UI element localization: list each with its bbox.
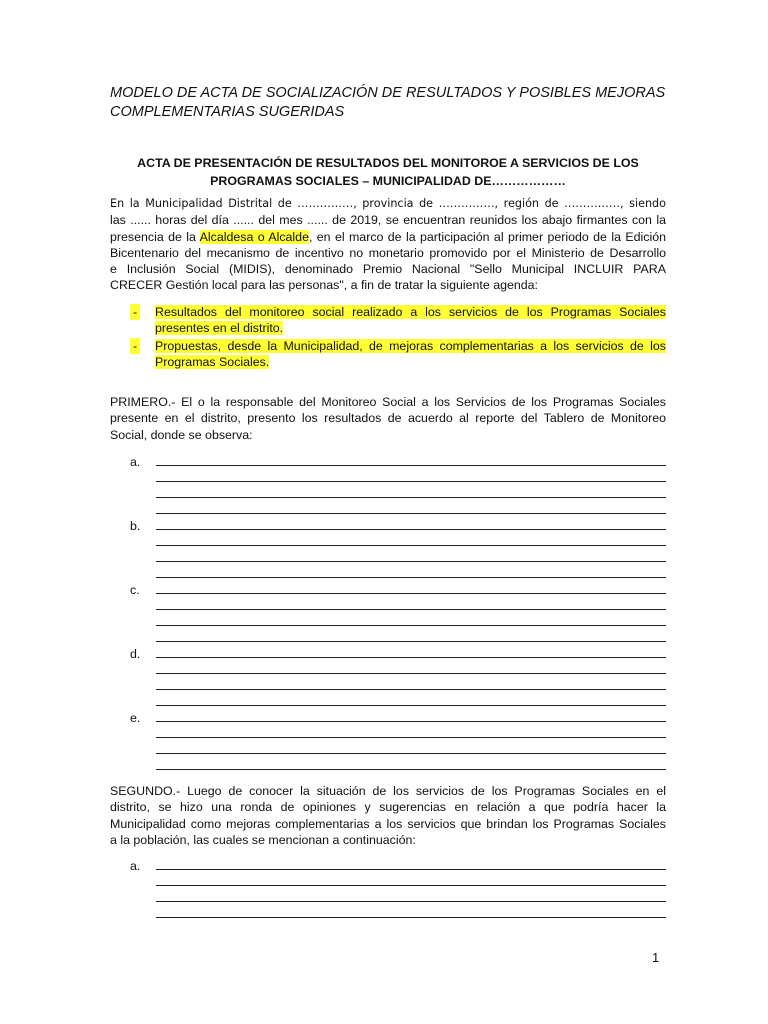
blank-line[interactable] <box>156 513 666 514</box>
intro-line: e Inclusión Social (MIDIS), denominado Premio Nacional "Sello Municipal INCLUIR PARA <box>110 262 666 277</box>
blank-line[interactable] <box>156 593 666 594</box>
item-letter: b. <box>130 519 141 533</box>
intro-paragraph <box>110 196 666 294</box>
agenda-item <box>130 304 666 337</box>
blank-line[interactable] <box>156 689 666 690</box>
document-title-line: COMPLEMENTARIAS SUGERIDAS <box>110 104 345 120</box>
segundo-line: SEGUNDO.- Luego de conocer la situación de los servicios de los Programas Sociales en el <box>110 784 666 798</box>
intro-line: En la Municipalidad Distrital de ……………, provincia de ……………, región de ……………, siendo <box>110 197 666 210</box>
document-title-line: MODELO DE ACTA DE SOCIALIZACIÓN DE RESULTADOS Y POSIBLES MEJORAS <box>110 85 666 101</box>
blank-line[interactable] <box>156 901 666 902</box>
intro-line: Bicentenario del mecanismo de incentivo no monetario promovido por el Ministerio de Desarrollo <box>110 245 666 260</box>
agenda-item <box>130 338 666 371</box>
blank-line[interactable] <box>156 497 666 498</box>
primero-line: PRIMERO.- El o la responsable del Monitoreo Social a los Servicios de los Programas Sociales <box>110 395 666 409</box>
segundo-paragraph <box>110 783 666 848</box>
document-title <box>110 84 680 122</box>
item-letter: a. <box>130 455 141 469</box>
item-letter: c. <box>130 583 140 597</box>
intro-text: presencia de la <box>110 229 200 244</box>
blank-line[interactable] <box>156 917 666 918</box>
blank-line[interactable] <box>156 673 666 674</box>
blank-line[interactable] <box>156 705 666 706</box>
blank-line[interactable] <box>156 721 666 722</box>
item-letter: a. <box>130 859 141 873</box>
agenda-bullet: - <box>130 304 140 320</box>
blank-line[interactable] <box>156 753 666 754</box>
blank-line[interactable] <box>156 577 666 578</box>
agenda-item-text: Programas Sociales. <box>155 354 270 369</box>
blank-line[interactable] <box>156 465 666 466</box>
blank-line[interactable] <box>156 545 666 546</box>
blank-line[interactable] <box>156 641 666 642</box>
segundo-line: distrito, se hizo una ronda de opiniones y sugerencias en relación a que podría hacer la <box>110 800 666 815</box>
blank-line[interactable] <box>156 657 666 658</box>
segundo-line: a la población, las cuales se mencionan a continuación: <box>110 832 416 847</box>
blank-line[interactable] <box>156 885 666 886</box>
intro-line <box>110 229 666 245</box>
blank-line[interactable] <box>156 625 666 626</box>
acta-heading-line: PROGRAMAS SOCIALES – MUNICIPALIDAD DE……………… <box>210 174 566 188</box>
item-letter: d. <box>130 647 141 661</box>
primero-paragraph <box>110 394 666 443</box>
blank-line[interactable] <box>156 609 666 610</box>
acta-heading-line: ACTA DE PRESENTACIÓN DE RESULTADOS DEL MONITOROE A SERVICIOS DE LOS <box>137 156 639 170</box>
agenda-item-text: Resultados del monitoreo social realizado a los servicios de los Programas Sociales <box>155 305 666 319</box>
agenda-list <box>130 304 666 371</box>
acta-heading <box>110 154 666 190</box>
blank-line[interactable] <box>156 529 666 530</box>
intro-line: las ...... horas del día ...... del mes ...... de 2019, se encuentran reunidos los abajo firmantes con la <box>110 213 666 228</box>
blank-line[interactable] <box>156 737 666 738</box>
blank-line[interactable] <box>156 561 666 562</box>
blank-line[interactable] <box>156 481 666 482</box>
primero-line: presente en el distrito, presento los resultados de acuerdo al reporte del Tablero de Monitoreo <box>110 411 666 426</box>
blank-line[interactable] <box>156 869 666 870</box>
agenda-item-text: presentes en el distrito. <box>155 321 284 336</box>
agenda-item-text: Propuestas, desde la Municipalidad, de mejoras complementarias a los servicios de los <box>155 338 666 353</box>
primero-line: Social, donde se observa: <box>110 427 253 442</box>
agenda-bullet: - <box>130 338 140 354</box>
intro-line: CRECER Gestión local para las personas", a fin de tratar la siguiente agenda: <box>110 278 538 293</box>
item-letter: e. <box>130 711 141 725</box>
blank-line[interactable] <box>156 769 666 770</box>
segundo-line: Municipalidad como mejoras complementarias a los servicios que brindan los Programas Sociales <box>110 816 666 831</box>
intro-text: , en el marco de la participación al primer periodo de la Edición <box>308 229 666 244</box>
highlighted-mayor-text: Alcaldesa o Alcalde <box>199 229 309 244</box>
page-number: 1 <box>652 950 660 965</box>
